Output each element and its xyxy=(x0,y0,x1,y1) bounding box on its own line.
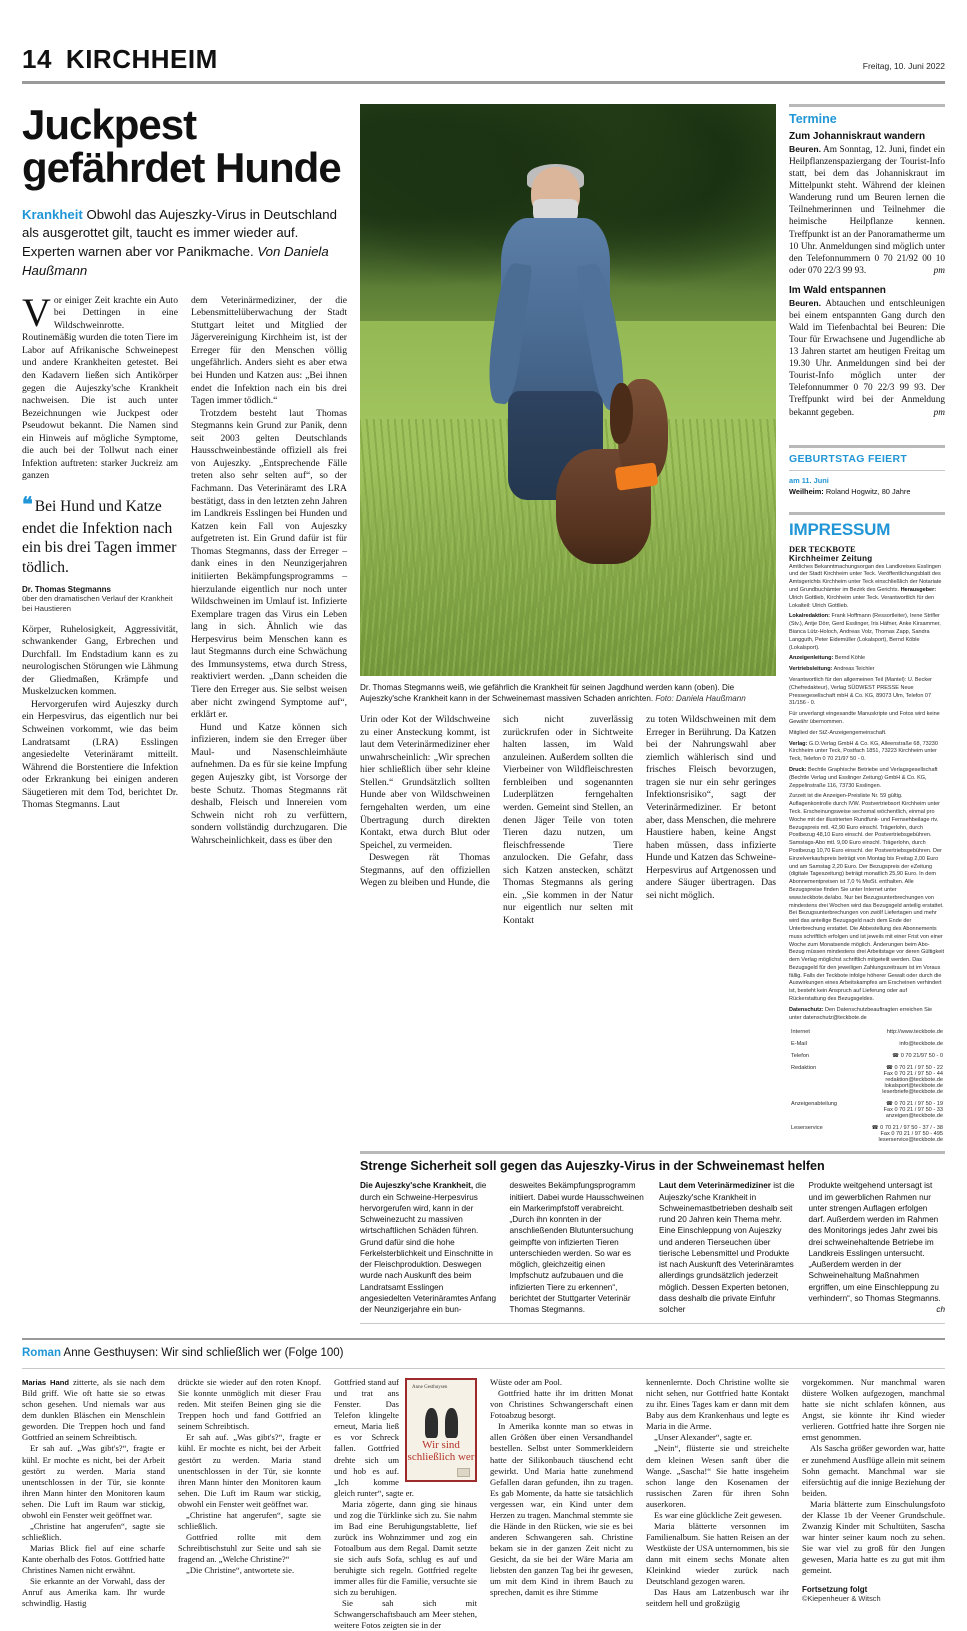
termine-text xyxy=(789,144,945,277)
infobox-headline: Strenge Sicherheit soll gegen das Aujeszky-Virus in der Schweinemast helfen xyxy=(360,1159,825,1174)
body-paragraph: Hervorgerufen wird Aujeszky durch ein Herpesvirus, das eigentlich nur bei Schweinen vorkommt, wie das beim Landratsamt (LRA) Esslingen angesiedelte Veterinäramt mitteilt. Während die Borstentiere die Infektion oder Erkrankung bei einigen anderen Säugetieren mit dem Tod, berichtet Dr. Thomas Stegmanns. Laut xyxy=(22,698,178,811)
roman-paragraph: Das Haus am Latzenbusch war ihr seitdem hell und großzügig xyxy=(646,1586,789,1608)
roman-paragraph: Gottfried hatte ihr im dritten Monat von Christines Schwangerschaft einen Fotoabzug besorgt. xyxy=(490,1388,633,1421)
infobox-lead-1: Die Aujeszky'sche Krankheit, xyxy=(360,1181,474,1191)
termine-place: Beuren. xyxy=(789,297,821,308)
roman-paragraph: Sie sah sich mit Schwangerschaftsbauch am Meer stehen, weitere Fotos zeigten sie in der xyxy=(334,1597,477,1630)
article-standfirst xyxy=(22,206,347,281)
impressum-paragraph: Lokalredaktion: Frank Hoffmann (Ressortleiter), Irene Strifler (Stv.), Antje Dörr, Gerd Esslinger, Iris Häfner, Anke Kirsammer, Bianca Lütz-Holoch, Andreas Volz, Thomas Zapp, Sandra Langguth, Peter Eidemüller (Lokalsport), Bernd Köble (Lokalsport). xyxy=(789,613,941,651)
roman-paragraph: drückte sie wieder auf den roten Knopf. Sie konnte unmöglich mit dieser Frau reden. Mit steifen Beinen ging sie die Treppen hoch und fand Gottfried an seinem Schreibtisch. xyxy=(178,1377,321,1432)
roman-paragraph: „Christine hat angerufen“, sagte sie schließlich. xyxy=(22,1520,165,1542)
article-photo-column xyxy=(360,104,776,1147)
sidebar-termine-title: Termine xyxy=(789,112,837,126)
photo-caption xyxy=(360,676,776,712)
article-lead xyxy=(22,101,347,1147)
impressum-paper: DER TECKBOTE xyxy=(789,544,856,554)
impressum-contact-label: E-Mail xyxy=(791,1041,807,1048)
page-number: 14 xyxy=(22,44,52,74)
impressum-paragraph: Anzeigenleitung: Bernd Köhle xyxy=(789,655,866,662)
page-title: Juckpest gefährdet Hunde xyxy=(22,101,341,191)
roman-paragraph: Er sah auf. „Was gibt's?“, fragte er kühl. Er mochte es nicht, bei der Arbeit gestört zu werden. Maria stand unentschlossen in der Tür, sie konnte ihren Mann hinter den Monitoren kaum sehen. Die Luft im Raum war stickig, obwohl ein Fenster weit geöffnet war. xyxy=(178,1432,321,1509)
roman-paragraph: Marias Blick fiel auf eine scharfe Kante oberhalb des Fotos. Gottfried hatte Christines Namen nicht erwähnt. xyxy=(22,1542,165,1575)
termine-signature: pm xyxy=(933,265,945,276)
infobox-text-4: Produkte weitgehend untersagt ist und im gewerblichen Rahmen nur unter strengen Auflagen erfolgen darf. Außerdem werden im Rahmen des Monitorings jedes Jahr zwei bis drei schweinehaltende Betriebe im Landkreis Esslingen untersucht. „Außerdem werden in der Schweinehaltung Maßnahmen ergriffen, um eine Einschleppung zu verhindern“, so Thomas Stegmanns. xyxy=(808,1181,941,1303)
roman-paragraph: Gottfried rollte mit dem Schreibtischstuhl zur Seite und sah sie fragend an. „Welche Christine?“ xyxy=(178,1531,321,1564)
roman-paragraph: vorgekommen. Nur manchmal waren düstere Wolken aufgezogen, manchmal hatte sie nicht schlafen können, aus Angst, sie könnte ihr Kind wieder verlieren. Gottfried hatte ihre Sorgen nie ernst genommen. xyxy=(802,1377,945,1443)
roman-column-3 xyxy=(334,1377,477,1631)
roman-label: Roman xyxy=(22,1347,61,1360)
impressum-paragraph: Zurzeit ist die Anzeigen-Preisliste Nr. 59 gültig. Auflagenkontrolle durch IVW. Postvertriebsort Kirchheim unter Teck. Erscheinungsweise sechsmal wöchentlich, einmal pro Woche mit der illustrierten Rundfunk- und Fernsehbeilage rtv. Bezugspreis mtl. 42,90 Euro einschl. Trägerlohn, durch Postbezug 48,10 Euro einschl. der Postvertriebsgebühren. Samstags-Abo mtl. 9,00 Euro einschl. Trägerlohn, durch Postbezug 10,70 Euro einschl. der Postvertriebsgebühren. Der Einzelverkaufspreis beträgt von Montag bis Freitag 2,00 Euro und am Samstag 2,20 Euro. Der Bezugspreis der eZeitung (digitale Tageszeitung) beträgt monatlich 25,90 Euro. In dem Abonnementpreisen ist 7,0 % MwSt. enthalten. Alle Bezugspreise finden Sie unter Internet unter www.teckbote.de/abo. Nur bei Bezugsunterbrechungen von mindestens drei Wochen wird das Bezugsgeld anteilig erstattet. Bei Bezugsunterbrechungen von zwölf Liefertagen und mehr wird das anteilige Bezugsgeld nach dem Ende der Unterbrechung erstattet. Die Abbestellung des Abonnements muss schriftlich erfolgen und ist jeweils mit einer Frist von einer Woche zum Monatsende möglich. Änderungen beim Abo-Bezug müssen mindestens drei Arbeitstage vor deren Gültigkeit dem Verlag möglichst schriftlich mitgeteilt werden. Das Bezugsgeld für den jeweiligen Zahlungszeitraum ist im Voraus fällig. Falls der Teckbote infolge höherer Gewalt oder durch die Auswirkungen eines Arbeitskampfes am Erscheinen verhindert ist, besteht kein Anspruch auf Lieferung oder auf Rückerstattung des Bezugsgeldes. xyxy=(789,793,944,1003)
photo-dog xyxy=(556,379,664,585)
book-cover-figure-left xyxy=(425,1408,438,1438)
infobox-column-2: desweites Bekämpfungsprogramm initiiert. Dabei wurde Hausschweinen ein Markerimpfstoff verabreicht. „Durch ihn konnten in der anschließenden Blutuntersuchung geimpfte von infizierten Tieren unterschieden werden. So war es möglich, gleichzeitig einen Impfschutz aufzubauen und die infizierten Tiere zu erkennen“, berichtet der Stuttgarter Veterinär Thomas Stegmanns. xyxy=(509,1181,644,1315)
section-name: KIRCHHEIM xyxy=(65,44,218,74)
impressum-paragraph: Verlag: G.O.Verlag GmbH & Co. KG, Alleenstraße 68, 73230 Kirchheim unter Teck, Postfach 1851, 73223 Kirchheim unter Teck, Telefon 0 70 21/97 50 - 0. xyxy=(789,740,938,763)
continuation-column-2 xyxy=(503,714,633,928)
impressum-paragraph: Druck: Bechtle Graphische Betriebe und Verlagsgesellschaft (Bechtle Verlag und Esslinger Zeitung) GmbH & Co. KG, Zeppelinstraße 116, 73730 Esslingen. xyxy=(789,766,938,789)
impressum-contact-label: Telefon xyxy=(791,1053,810,1060)
body-paragraph: Hund und Katze können sich infizieren, indem sie den Erreger über Maul- und Nasenschleimhäute aufnehmen. Da es für sie keine Impfung gegen Aujeszky gibt, ist Vorsorge der beste Schutz. Thomas Stegmanns rät deshalb, Fleisch und Innereien vom Schwein nicht roh zu verfüttern, sondern vollständig durchzugaren. Die Wahrscheinlichkeit, dass es über den xyxy=(191,721,347,846)
book-cover-author: Anne Gesthuysen xyxy=(412,1385,448,1391)
pull-quote-text xyxy=(22,493,178,578)
roman-paragraph: Es war eine glückliche Zeit gewesen. xyxy=(654,1509,782,1520)
impressum-paragraph: Datenschutz: Den Datenschutzbeauftragten erreichen Sie unter datenschutz@teckbote.de xyxy=(789,1006,933,1021)
caption-text: Dr. Thomas Stegmanns weiß, wie gefährlich die Krankheit für seinen Jagdhund werden kann (oben). Die Aujeszky'sche Krankheit kann in der Schweinemast massiven Schaden anrichten. xyxy=(360,683,735,703)
roman-column-6 xyxy=(802,1377,945,1631)
impressum-contact-row xyxy=(791,1123,943,1145)
roman-paragraph: „Unser Alexander“, sagte er. xyxy=(654,1432,753,1443)
impressum-title: IMPRESSUM xyxy=(789,519,891,539)
roman-divider xyxy=(22,1368,945,1369)
impressum-contact-label: Redaktion xyxy=(791,1065,817,1072)
body-paragraph: Trotzdem besteht laut Thomas Stegmanns kein Grund zur Panik, denn seit 2003 gelten Deutschlands Hausschweinbestände offiziell als frei von Aujeszky. „Entsprechende Fälle treten also sehr selten auf“, so der Fachmann. Das Veterinäramt des LRA bestätigt, dass in den letzten zehn Jahren im Landkreis Esslingen bei Hunden und Katzen kein Fall von Aujeszky aufgetreten ist. Ein Grund dafür ist für Thomas Stegmanns, dass der Erreger – dank eines in den Neunzigerjahren initiierten Bekämpfungsprogramms – hierzulande eigentlich nur noch unter Wildschweinen im Umlauf ist. Infizierte Exemplare tragen das Virus ein Leben lang in sich. Ähnlich wie das Herpesvirus beim Menschen kann es laut Stegmanns durch eine Schwächung des Immunsystems, etwa durch Stress, reaktiviert werden. „Dann scheiden die Tiere den Erreger aus. Sie selbst weisen aber nicht zwingend Symptome auf“, erklärt er. xyxy=(191,407,347,721)
issue-date: Freitag, 10. Juni 2022 xyxy=(862,61,945,71)
impressum-contact-row xyxy=(791,1099,943,1121)
body-paragraph: Deswegen rät Thomas Stegmanns, auf den offiziellen Wegen zu bleiben und Hunde, die xyxy=(360,852,490,889)
geburtstag-title: GEBURTSTAG FEIERT xyxy=(789,452,908,465)
termine-heading: Im Wald entspannen xyxy=(789,284,886,296)
impressum-contact-value: http://www.teckbote.de xyxy=(886,1029,943,1036)
article-continuation-columns xyxy=(360,714,776,928)
impressum-contact-value: ☎ 0 70 21 / 97 50 - 22 Fax 0 70 21 / 97 50 - 44 redaktion@teckbote.de lokalsport@teckbote.de leserbriefe@teckbote.de xyxy=(882,1065,943,1096)
impressum-contact-value: ☎ 0 70 21 / 97 50 - 19 Fax 0 70 21 / 97 50 - 33 anzeigen@teckbote.de xyxy=(883,1101,943,1120)
infobox-column-3 xyxy=(659,1180,796,1315)
sidebar-divider xyxy=(789,445,945,448)
geburtstag-name: Roland Hogwitz, 80 Jahre xyxy=(823,486,911,496)
roman-header xyxy=(22,1340,945,1368)
continuation-column-1 xyxy=(360,714,490,928)
geburtstag-divider xyxy=(789,470,945,471)
impressum-contact-row xyxy=(791,1051,943,1061)
impressum-contact-row xyxy=(791,1027,943,1037)
impressum-paragraph: Mitglied der StZ-Anzeigengemeinschaft. xyxy=(789,729,887,736)
roman-paragraph: Als Sascha größer geworden war, hatte er zunehmend Ausflüge allein mit seinem Sohn gemacht. Manchmal war sie eifersüchtig auf die innige Beziehung der beiden. xyxy=(802,1443,945,1498)
infobox-signature: ch xyxy=(936,1305,945,1315)
body-paragraph: sich nicht zuverlässig zurückrufen oder in Sichtweite halten lassen, im Wald anzuleinen. Außerdem sollten die Vierbeiner von Wildfleischresten fernbleiben und sogenannten Luderplätzen ferngehalten werden. Gemeint sind Stellen, an denen Jäger Teile von toten Tieren dazu nutzen, um fleischfressende Tiere anzulocken. Die Gefahr, dass sich Katzen anstecken, schätzt Thomas Stegmanns als gering ein. „Sie kommen in der Natur nur eigentlich nur selten mit Kontakt xyxy=(503,714,633,926)
sidebar-divider xyxy=(789,104,945,107)
termine-item xyxy=(789,285,945,419)
geburtstag-place: Weilheim: xyxy=(789,486,824,496)
book-cover-figure-right xyxy=(445,1408,458,1438)
quote-mark-icon: ❝ xyxy=(22,494,31,517)
pull-quote-body: Bei Hund und Katze endet die Infektion nach ein bis drei Tagen immer tödlich. xyxy=(22,498,177,577)
book-cover xyxy=(405,1378,477,1482)
termine-body: Abtauchen und entschleunigen bei einem entspannten Gang durch den Wald im Tiefenbachtal bei Beuren: Die Tour für Erwachsene und Jugendliche ab 13 Jahren startet am heutigen Freitag um 19.30 Uhr. Anmeldungen sind bei der Tourist-Info möglich unter der Telefonnummer 0 70 22/3 99 93. Der Treffpunkt wird bei der Anmeldung bekannt gegeben. xyxy=(789,298,945,418)
roman-column-4 xyxy=(490,1377,633,1631)
infobox-columns xyxy=(360,1180,945,1315)
geburtstag-date: am 11. Juni xyxy=(789,475,829,485)
infobox-lead-3: Laut dem Veterinärmediziner xyxy=(659,1181,771,1191)
roman-paragraph: „Christine hat angerufen“, sagte sie schließlich. xyxy=(178,1509,321,1531)
roman-text-visible: zitterte, als sie nach dem Bild griff. Wie oft hatte sie so etwas schon gesehen. Und niemals war aus dem dunklen Bläschen ein Menschlein geworden. Die Treppen hoch und fand Gottfried an seinem Schreibtisch. xyxy=(22,1377,165,1443)
roman-paragraph: kennenlernte. Doch Christine wollte sie nicht sehen, nur Gottfried hatte Kontakt zu ihr. Eines Tages kam er dann mit dem Baby aus dem Krankenhaus und legte es Maria in die Arme. xyxy=(646,1377,789,1432)
termine-body: Am Sonntag, 12. Juni, findet ein Heilpflanzenspaziergang der Tourist-Info statt, bei dem das Johanniskraut im Mittelpunkt steht. Während der kleinen Wanderung rund um Beuren lernen die Teilnehmerinnen und Teilnehmer die heimische Heilpflanze kennen. Treffpunkt ist an der Panoramatherme um 10 Uhr. Anmeldungen sind möglich unter den Telefonnummern 0 70 21/92 00 10 oder 070 22/3 99 93. xyxy=(789,145,945,276)
termine-place: Beuren. xyxy=(789,144,821,154)
roman-columns xyxy=(22,1377,945,1631)
roman-paragraph: Maria zögerte, dann ging sie hinaus und zog die Türklinke sich zu. Sie nahm im Bad eine Beruhigungstablette, lief zurück ins Wohnzimmer und zog ein Fotoalbum aus dem Regal. Damit setzte sie sich aufs Sofa, schlug es auf und beruhigte sich regeln. Gottfried regelte immer alles für die Familie, versuchte sie sich zu beruhigen. xyxy=(334,1498,477,1597)
roman-column-5 xyxy=(646,1377,789,1631)
book-cover-publisher-mark xyxy=(457,1468,470,1477)
impressum-contact-label: Anzeigenabteilung xyxy=(791,1101,838,1108)
main-photo xyxy=(360,104,776,676)
masthead-title xyxy=(22,44,218,75)
caption-credit: Foto: Daniela Haußmann xyxy=(655,694,746,703)
impressum-contact-row xyxy=(791,1063,943,1097)
roman-column-1 xyxy=(22,1377,165,1631)
pull-quote-author: Dr. Thomas Stegmanns xyxy=(22,585,111,595)
continuation-column-3 xyxy=(646,714,776,928)
info-box xyxy=(22,1151,945,1324)
geburtstag-entry xyxy=(789,487,945,496)
roman-paragraph: Sie erkannte an der Vorwahl, dass der Anruf aus Amerika kam. Ihr wurde schwindlig. Hastig xyxy=(22,1575,165,1608)
impressum-contact-label: Internet xyxy=(791,1029,810,1036)
impressum-contact-value: ☎ 0 70 21/97 50 - 0 xyxy=(892,1053,943,1060)
termine-item xyxy=(789,131,945,277)
impressum-contacts xyxy=(789,1025,945,1147)
termine-text xyxy=(789,298,945,419)
body-paragraph: Urin oder Kot der Wildschweine zu einer Ansteckung kommt, ist laut dem Veterinärmediziner eher unwahrscheinlich: „Wir sprechen hier schließlich über sehr kleine Stellen.“ Grundsätzlich sollten Hunde aber von Wildschweinen ferngehalten werden, um eine Übertragung durch direkten Kontakt, etwa durch Blut oder Speichel, zu vermeiden. xyxy=(360,714,490,851)
termine-signature: pm xyxy=(933,407,945,418)
impressum-paragraph: Amtliches Bekanntmachungsorgan des Landkreises Esslingen und der Stadt Kirchheim unter Teck. Veröffentlichungsblatt des Amtsgerichts Kirchheim unter Teck einschließlich der Notariate und Grundbuchämter im Bezirk des Gerichts. Herausgeber: Ulrich Gottlieb, Kirchheim unter Teck. Verantwortlich für den Lokalteil: Ulrich Gottlieb. xyxy=(789,563,942,609)
body-paragraph: Körper, Ruhelosigkeit, Aggressivität, schwankender Gang, Erbrechen und Durchfall. Im Endstadium kann es zu neurologischen Störungen wie Lähmung der Gliedmaßen, Krämpfe und Muskelzucken kommen. xyxy=(22,623,178,698)
impressum-paragraph: Vertriebsleitung: Andreas Teichler xyxy=(789,666,875,673)
impressum-contact-value: info@teckbote.de xyxy=(899,1041,943,1048)
masthead-divider xyxy=(22,81,945,84)
roman-paragraph: Maria blätterte versonnen im Familienalbum. Sie hatten Reisen an der Westküste der USA unternommen, bis sie dann mit einem sechs Monate alten Kleinkind wieder zurück nach Deutschland gezogen waren. xyxy=(646,1520,789,1586)
impressum-paragraph: Für unverlangt eingesandte Manuskripte und Fotos wird keine Gewähr übernommen. xyxy=(789,711,940,725)
roman-end-note: Fortsetzung folgt xyxy=(802,1584,868,1594)
article-kicker: Krankheit xyxy=(22,206,83,222)
roman-copyright: ©Kiepenheuer & Witsch xyxy=(802,1593,881,1603)
sidebar xyxy=(789,104,945,1147)
roman-paragraph: „Nein“, flüsterte sie und streichelte dem kleinen Wesen sanft über die Wange. „Sascha!“ Sie hatte insgeheim schon lange den Kosenamen der russischen Zaren für ihren Sohn auserkoren. xyxy=(646,1443,789,1509)
roman-column-2 xyxy=(178,1377,321,1631)
infobox-bottom-divider xyxy=(360,1323,945,1324)
impressum-blocks xyxy=(789,564,945,1023)
pull-quote xyxy=(22,493,178,614)
sidebar-divider xyxy=(789,512,945,515)
infobox-text-3: ist die Aujeszky'sche Krankheit in Schweinemastbetrieben deshalb seit rund 20 Jahren kein Thema mehr. Eine Einschleppung von Aujeszky und anderen Tierseuchen über tierische Lebensmittel und Produkte ist nach Auskunft des Veterinäramtes allerdings grundsätzlich jederzeit möglich. Dessen Experten betonen, dass deshalb die private Einfuhr solcher xyxy=(659,1181,795,1315)
roman-paragraph: Maria blätterte zum Einschulungsfoto der Klasse 1b der Veener Grundschule. Zwanzig Kinder mit Schultüten, Sascha war hinter seiner kaum noch zu sehen. Sie war viel zu groß für den Jungen gewesen, Maria hatte es zu gut mit ihm gemeint. xyxy=(802,1498,945,1575)
book-cover-figures xyxy=(421,1408,465,1438)
termine-heading: Zum Johanniskraut wandern xyxy=(789,131,926,142)
main-content-grid xyxy=(22,101,945,1147)
infobox-text-1: die durch ein Schweine-Herpesvirus hervorgerufen wird, kann in der Schweinezucht zu massiven wirtschaftlichen Schäden führen. Grund dafür sind die hohe Ferkelsterblichkeit und Einschnitte in der Fleischproduktion. Deswegen wurde nach Auskunft des beim Landratsamt Esslingen angesiedelten Veterinäramtes Anfang der Neunzigerjahre ein bun- xyxy=(360,1181,497,1315)
body-paragraph: zu toten Wildschweinen mit dem Erreger in Berührung. Da Katzen bei der Nahrungswahl aber ziemlich wählerisch sind und frisches Fleisch bevorzugen, tragen sie nur ein sehr geringes Infektionsrisiko“, sagt der Veterinärmediziner. Er betont aber, dass Menschen, die mehrere Haustiere haben, keine Angst haben müssen, dass infizierte Hunde und Katzen das Schweine-Herpesvirus auf Artgenossen und andere Säuger übertragen. Das sei nicht möglich. xyxy=(646,714,777,901)
masthead xyxy=(22,0,945,81)
impressum-paragraph: Verantwortlich für den allgemeinen Teil (Mantel): U. Becker (Chefredakteur), Verlag SÜDWEST PRESSE Neue Pressegesellschaft mbH & Co. KG, 89073 Ulm, Telefon 07 31/156 - 0. xyxy=(789,677,932,707)
roman-paragraph: Wüste oder am Pool. xyxy=(490,1377,563,1388)
roman-paragraph: Er sah auf. „Was gibt's?“, fragte er kühl. Er mochte es nicht, bei der Arbeit gestört zu werden. Maria stand unentschlossen in der Tür, sie konnte ihren Mann hinter den Monitoren kaum sehen. Die Luft im Raum war stickig, obwohl ein Fenster weit geöffnet war. xyxy=(22,1443,165,1520)
impressum-contact-value: ☎ 0 70 21 / 97 50 - 37 / - 38 Fax 0 70 21 / 97 50 - 495 leserservice@teckbote.de xyxy=(871,1125,943,1144)
dog-collar xyxy=(615,462,659,490)
body-column-1 xyxy=(22,289,178,848)
pull-quote-role: über den dramatischen Verlauf der Krankheit bei Haustieren xyxy=(22,594,173,613)
roman-paragraph: Marias Hand zitterte, als sie nach dem Bild griff. Wie oft hatte sie so etwas schon gesehen. Und niemals war aus dem dunklen Bläschen ein Menschlein geworden. Die Treppen hoch und fand Gottfried an seinem Schreibtisch. xyxy=(22,1377,165,1443)
roman-paragraph: In Amerika konnte man so etwas in allen Größen über einen Versandhandel bestellen. Selbst unter Sommerkleidern hatte der Silikonbauch täuschend echt gewirkt. Und Maria hatte zunehmend Gefallen daran gefunden, ihn zu tragen. Es gab Momente, da hatte sie tatsächlich vergessen war, ein Kind unter dem Herzen zu tragen. Manchmal stemmte sie die Hände in den Rücken, wie sie es bei anderen Schwangeren sah. Christine bekam sie in der ganzen Zeit nicht zu Gesicht, da sie bei der Wäre Maria am liebsten den ganzen Tag bei ihr gewesen, um mit dem Kind in ihrem Bauch zu sprechen, damit es ihre Stimme xyxy=(490,1421,633,1597)
impressum-contact-label: Leserservice xyxy=(791,1125,823,1132)
book-cover-title: Wir sind schließlich wer xyxy=(407,1439,475,1463)
body-column-2 xyxy=(191,295,347,848)
roman-paragraph: Gottfried stand auf und trat ans Fenster. Das Telefon klingelte erneut, Maria ließ es vor Schreck fallen. Gottfried drehte sich um und hob es auf. „Ich komme gleich runter“, sagte er. xyxy=(334,1377,414,1498)
article-body-columns xyxy=(22,289,347,848)
infobox-column-4 xyxy=(809,1180,946,1315)
standfirst-text: Obwohl das Aujeszky-Virus in Deutschland als ausgerottet gilt, taucht es immer wieder auf. Experten warnen aber vor Panikmache. xyxy=(22,206,337,260)
impressum-subtitle: Kirchheimer Zeitung xyxy=(789,553,873,563)
impressum-contact-row xyxy=(791,1039,943,1049)
body-paragraph: Vor einiger Zeit krachte ein Auto bei Dettingen in eine Wildschweinrotte. Routinemäßig wurden die toten Tiere im Labor auf Afrikanische Schweinepest und andere Krankheiten getestet. Bei den Kadavern ließen sich Antikörper gegen die Aujeszky'sche Krankheit nachweisen. Die ist auch unter Bezeichnungen wie Juckpest oder Pseudowut bekannt. Die Namen sind ein Hinweis auf mögliche Symptome, die auch bei der Tollwut nach einer Infektion auftreten: starker Juckreiz am ganzen xyxy=(22,289,178,482)
infobox-column-1 xyxy=(360,1180,497,1315)
article-byline: Von Daniela Haußmann xyxy=(22,244,329,278)
body-paragraph: dem Veterinärmediziner, der die Lebensmittelüberwachung der Stadt Stuttgart leitet und Mitglied der Jägervereinigung Kirchheim ist, ist der Erreger für den Menschen völlig ungefährlich. Anders sieht es aber etwa bei Hunden und Katzen aus: „Bei ihnen endet die Infektion nach ein bis drei Tagen immer tödlich.“ xyxy=(191,294,347,407)
roman-paragraph: „Die Christine“, antwortete sie. xyxy=(186,1564,295,1575)
roman-title: Anne Gesthuysen: Wir sind schließlich wer (Folge 100) xyxy=(60,1347,344,1360)
